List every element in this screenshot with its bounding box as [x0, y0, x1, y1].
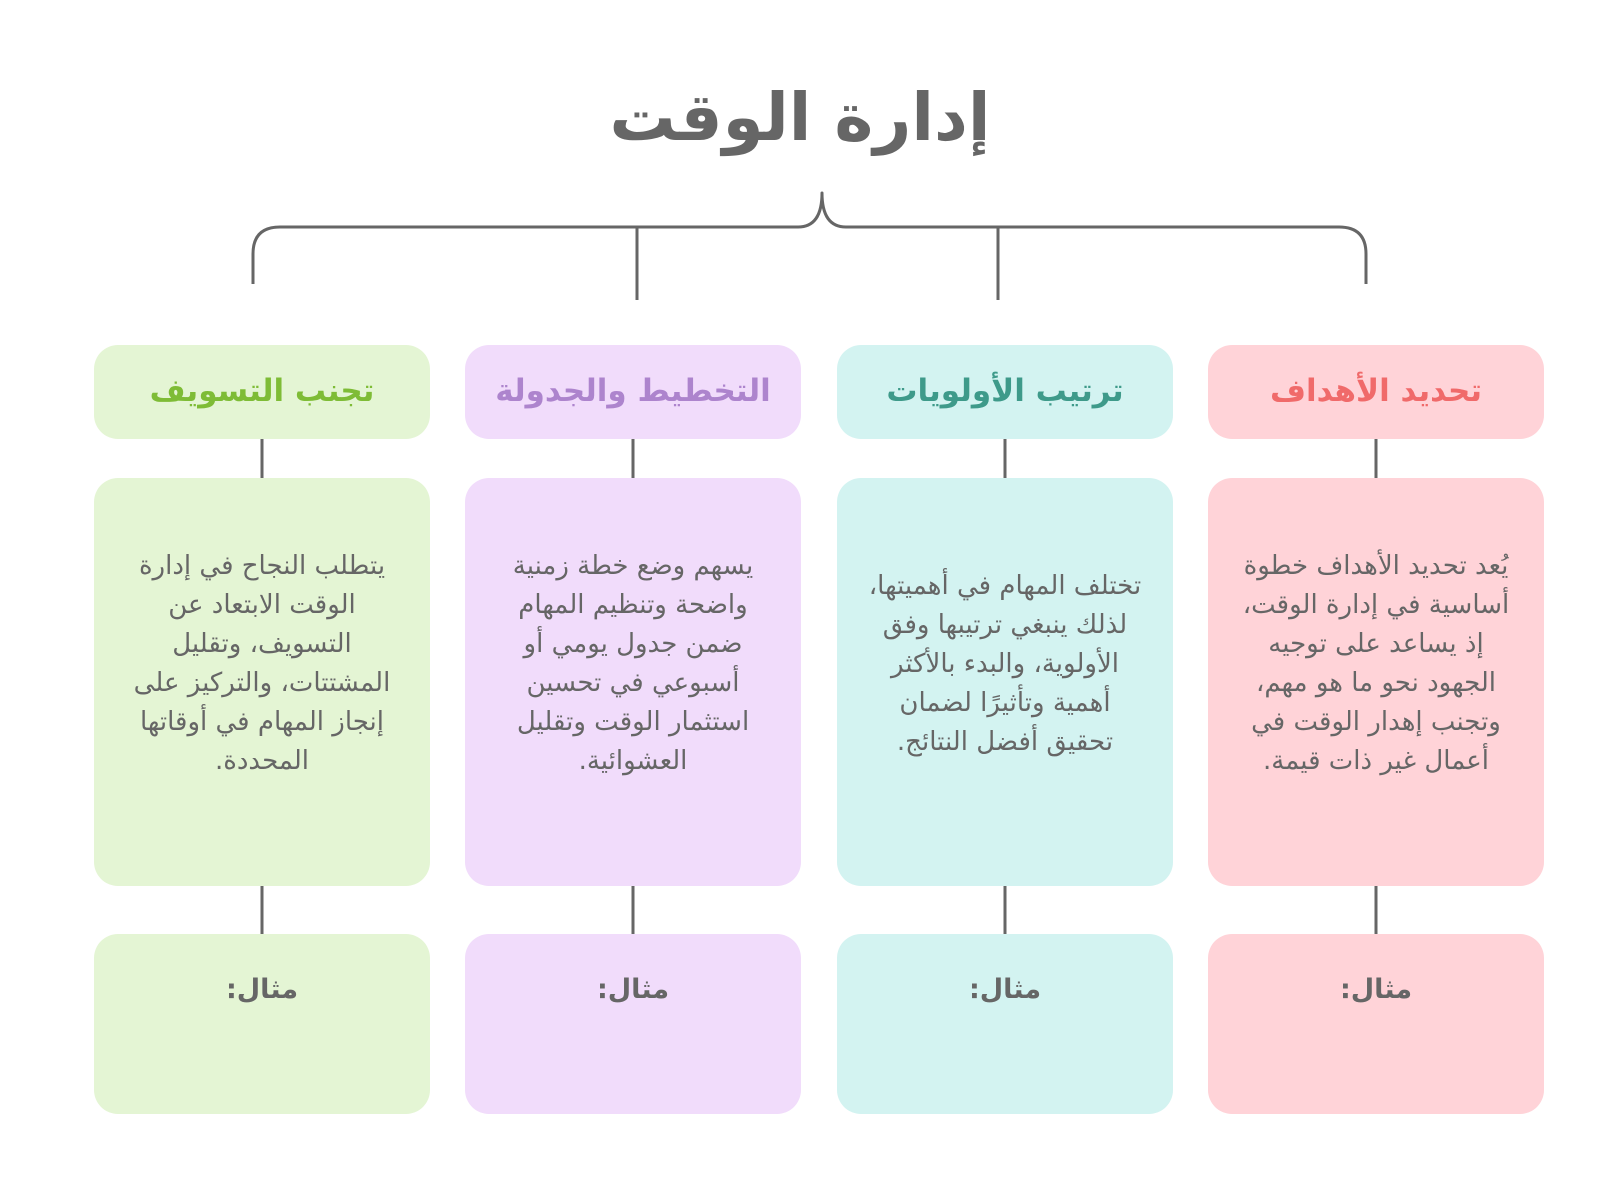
- heading-goals: تحديد الأهداف: [1270, 373, 1482, 410]
- heading-box-goals: [1208, 345, 1544, 439]
- example-box-priorities: [837, 934, 1173, 1114]
- example-label-procrastination: مثال:: [225, 974, 299, 1005]
- example-label-planning: مثال:: [596, 974, 670, 1005]
- description-box-priorities: [837, 478, 1173, 886]
- title-brace: [253, 193, 1366, 284]
- description-goals: يُعد تحديد الأهداف خطوة أساسية في إدارة الوقت، إذ يساعد على توجيه الجهود نحو ما هو مهم، وتجنب إهدار الوقت في أعمال غير ذات قيمة.: [1242, 551, 1510, 776]
- example-box-goals: [1208, 934, 1544, 1114]
- heading-box-procrastination: [94, 345, 430, 439]
- heading-procrastination: تجنب التسويف: [149, 373, 375, 410]
- heading-priorities: ترتيب الأولويات: [886, 373, 1124, 410]
- description-priorities: تختلف المهام في أهميتها، لذلك ينبغي ترتيبها وفق الأولوية، والبدء بالأكثر أهمية وتأثيرًا لضمان تحقيق أفضل النتائج.: [868, 570, 1142, 757]
- heading-planning: التخطيط والجدولة: [495, 373, 771, 410]
- heading-box-planning: [465, 345, 801, 439]
- description-planning: يسهم وضع خطة زمنية واضحة وتنظيم المهام ضمن جدول يومي أو أسبوعي في تحسين استثمار الوقت وتقليل العشوائية.: [512, 551, 754, 776]
- description-procrastination: يتطلب النجاح في إدارة الوقت الابتعاد عن التسويف، وتقليل المشتتات، والتركيز على إنجاز المهام في أوقاتها المحددة.: [133, 551, 391, 776]
- diagram-title: إدارة الوقت: [609, 79, 991, 156]
- example-label-goals: مثال:: [1339, 974, 1413, 1005]
- description-box-planning: [465, 478, 801, 886]
- description-box-goals: [1208, 478, 1544, 886]
- example-label-priorities: مثال:: [968, 974, 1042, 1005]
- example-box-planning: [465, 934, 801, 1114]
- description-box-procrastination: [94, 478, 430, 886]
- heading-box-priorities: [837, 345, 1173, 439]
- example-box-procrastination: [94, 934, 430, 1114]
